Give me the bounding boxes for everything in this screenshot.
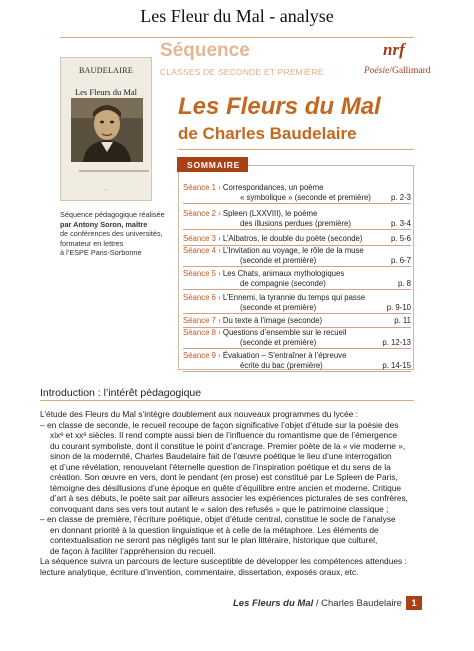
toc-item-line	[183, 193, 411, 203]
intro-line: création. Son œuvre en vers, dont le pendant (en prose) est constitué par Le Spleen de Paris,	[50, 472, 398, 482]
toc-seance-detail: des illusions perdues (première)	[240, 218, 351, 228]
intro-divider	[40, 400, 414, 401]
footer-author: / Charles Baudelaire	[313, 598, 402, 609]
toc-item-line	[183, 209, 411, 219]
toc-item-line	[183, 269, 411, 279]
toc-item[interactable]	[183, 351, 411, 372]
toc-page-ref: p. 14-15	[382, 360, 411, 370]
toc-item-line	[183, 246, 411, 256]
toc-seance-label: Séance 9 ›	[183, 351, 221, 360]
toc-item-line	[183, 338, 411, 348]
toc-item-line	[183, 279, 411, 289]
intro-line: convoquant dans ses vers tout autant le « salon des refusés » que le patrimoine classique ;	[50, 503, 389, 514]
caption-line: formateur en lettres	[60, 238, 124, 248]
sequence-subtitle: CLASSES DE SECONDE ET PREMIÈRE	[160, 67, 324, 77]
intro-line: contextualisation ne seront pas négligés tant sur le plan littéraire, historique que culturel,	[50, 535, 378, 545]
toc-page-ref: p. 8	[397, 278, 411, 288]
toc-item-line	[183, 219, 411, 229]
cover-title: Les Fleurs du Mal	[74, 87, 138, 97]
nrf-logo: nrf	[383, 40, 405, 59]
toc-seance-detail: (seconde et première)	[240, 337, 317, 347]
intro-line: sinon de la modernité, Charles Baudelaire fait de l’œuvre poétique le lieu d’une interrogation	[50, 451, 392, 461]
toc-item[interactable]	[183, 246, 411, 267]
table-of-contents	[178, 160, 414, 370]
toc-item-line	[183, 361, 411, 371]
intro-line: xixᵉ et xxᵉ siècles. Il rend compte aussi bien de l’influence du romantisme que de l’émergence	[50, 430, 397, 440]
toc-item-line	[183, 183, 411, 193]
caption-line: Séquence pédagogique réalisée	[60, 210, 165, 219]
intro-line: L’étude des Fleurs du Mal s’intègre doublement aux nouveaux programmes du lycée :	[40, 409, 358, 419]
intro-line: lecture analytique, écriture d’invention, commentaire, dissertation, exposés oraux, etc.	[40, 566, 359, 577]
intro-line: de façon à faciliter l’appréhension du recueil.	[50, 545, 216, 556]
toc-seance-detail: « symbolique » (seconde et première)	[240, 192, 371, 202]
toc-seance-label: Séance 5 ›	[183, 269, 221, 278]
toc-item-line	[183, 316, 411, 326]
toc-seance-title: Les Chats, animaux mythologiques	[222, 269, 345, 278]
toc-seance-detail: (seconde et première)	[240, 302, 317, 312]
toc-item[interactable]	[183, 328, 411, 349]
toc-seance-label: Séance 7 ›	[183, 316, 221, 325]
toc-label: SOMMAIRE	[177, 157, 248, 172]
toc-item-line	[183, 303, 411, 313]
toc-seance-label: Séance 1 ›	[183, 183, 221, 192]
collection-gallimard: /Gallimard	[389, 66, 431, 76]
cover-intro-line	[79, 170, 149, 172]
toc-seance-title: Du texte à l’image (seconde)	[222, 316, 323, 325]
document-title: Les Fleur du Mal - analyse	[140, 6, 334, 26]
intro-line: d’art à ses débuts, le poète sait par ailleurs associer les expériences picturales de ses confrères,	[50, 493, 408, 503]
page-footer	[233, 598, 402, 609]
collection-label	[364, 66, 430, 76]
toc-page-ref: p. 2-3	[391, 192, 411, 202]
toc-seance-title: L’Invitation au voyage, le rôle de la muse	[222, 246, 364, 255]
cover-caption	[60, 210, 170, 258]
intro-line: La séquence suivra un parcours de lecture susceptible de développer les compétences attendues :	[40, 556, 407, 566]
toc-seance-detail: (seconde et première)	[240, 255, 317, 265]
toc-seance-title: L’Ennemi, la tyrannie du temps qui passe	[222, 293, 366, 302]
toc-seance-label: Séance 8 ›	[183, 328, 221, 337]
toc-item-line	[183, 234, 411, 244]
toc-seance-label: Séance 2 ›	[183, 209, 221, 218]
toc-item[interactable]	[183, 183, 411, 204]
toc-item[interactable]	[183, 234, 411, 246]
book-cover	[60, 57, 152, 201]
toc-page-ref: p. 6-7	[391, 255, 411, 265]
sequence-label: Séquence	[160, 40, 250, 61]
toc-page-ref: p. 5-6	[391, 234, 411, 243]
toc-seance-label: Séance 6 ›	[183, 293, 221, 302]
cover-publisher: —	[104, 186, 108, 191]
toc-seance-label: Séance 4 ›	[183, 246, 221, 255]
intro-line: – en classe de seconde, le recueil recoupe de façon significative l’objet d’étude sur la poésie des	[40, 419, 399, 430]
intro-line: du courant symboliste, dont il constitue le point d’ancrage. Premier poète de la « vie moderne »,	[50, 440, 406, 451]
toc-page-ref: p. 3-4	[391, 218, 411, 228]
toc-page-ref: p. 9-10	[386, 302, 411, 312]
toc-seance-detail: écrite du bac (première)	[240, 360, 323, 370]
toc-item[interactable]	[183, 316, 411, 328]
toc-item[interactable]	[183, 269, 411, 290]
caption-line: à l’ESPE Paris-Sorbonne	[60, 248, 142, 258]
footer-work: Les Fleurs du Mal	[233, 598, 314, 609]
header-divider	[60, 37, 414, 38]
toc-item-line	[183, 328, 411, 338]
intro-line: en donnant priorité à la question linguistique et à celle de la métaphore. Les éléments de	[50, 524, 379, 535]
collection-poesie: Poésie	[364, 66, 390, 76]
toc-item[interactable]	[183, 209, 411, 230]
caption-line: de conférences des universités,	[60, 229, 163, 239]
toc-seance-label: Séance 3 ›	[183, 234, 221, 243]
toc-seance-title: L’Albatros, le double du poète (seconde)	[222, 234, 363, 243]
toc-item-line	[183, 256, 411, 266]
portrait-image	[71, 98, 143, 162]
caption-line: par Antony Soron, maître	[60, 219, 148, 229]
toc-seance-title: Spleen (LXXVIII), le poème	[222, 209, 318, 218]
toc-item[interactable]	[183, 293, 411, 314]
toc-seance-title: Correspondances, un poème	[222, 183, 324, 192]
toc-page-ref: p. 11	[394, 316, 411, 325]
intro-line: – en classe de première, l’écriture poétique, objet d’étude central, constitue le socle de l’analyse	[40, 514, 396, 524]
title-divider	[178, 149, 414, 150]
toc-seance-title: Évaluation – S’entraîner à l’épreuve	[222, 351, 347, 360]
work-title: Les Fleurs du Mal	[178, 93, 381, 120]
toc-seance-detail: de compagnie (seconde)	[240, 278, 326, 288]
toc-item-line	[183, 351, 411, 361]
toc-item-line	[183, 293, 411, 303]
work-author: de Charles Baudelaire	[178, 124, 357, 143]
toc-seance-title: Questions d’ensemble sur le recueil	[222, 328, 347, 337]
intro-line: et d’une révélation, renouvelant l’éternelle question de l’inspiration poétique et du sens de la	[50, 461, 391, 472]
intro-heading: Introduction : l’intérêt pédagogique	[40, 387, 202, 399]
intro-body	[40, 409, 416, 577]
page-number: 1	[406, 596, 422, 610]
cover-author: BAUDELAIRE	[78, 66, 134, 75]
toc-page-ref: p. 12-13	[382, 337, 411, 347]
intro-line: témoigne des désillusions d’une époque en quête d’équilibre entre ancien et moderne. Critique	[50, 482, 402, 493]
